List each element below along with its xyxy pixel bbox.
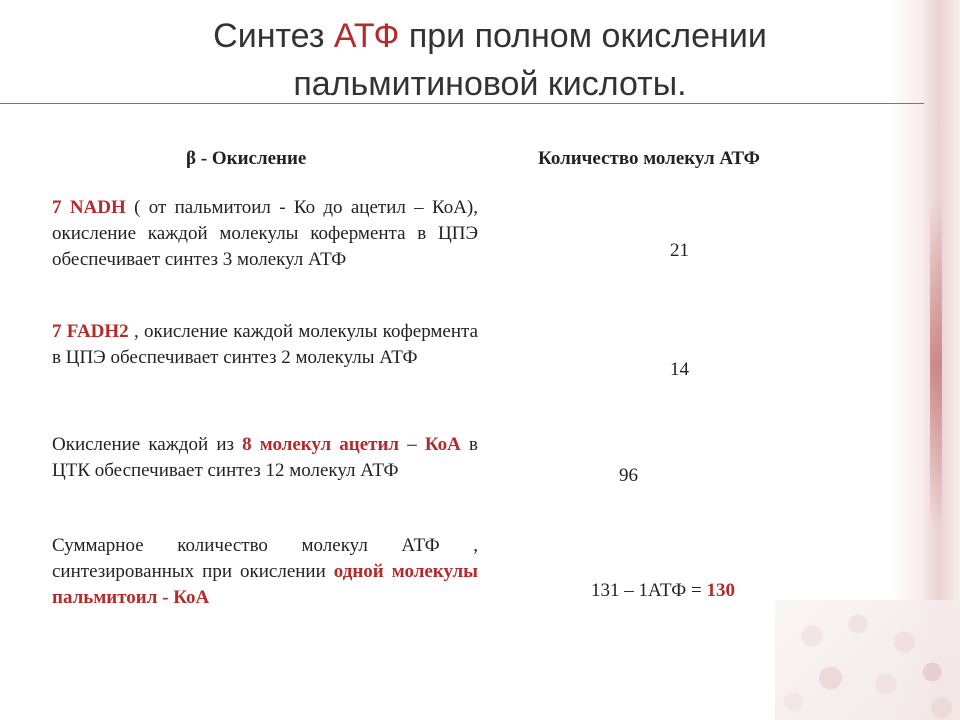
row-text: ( от пальмитоил - Ко до ацетил – КоА), окисление каждой молекулы кофермента в ЦПЭ обеспечивает синтез 3 молекул АТФ: [52, 197, 478, 270]
title-line-2: пальмитиновой кислоты.: [293, 65, 687, 103]
title-accent: АТФ: [333, 17, 400, 55]
table-row-fadh2: [52, 319, 478, 371]
title-part: при полном окислении: [399, 17, 767, 55]
table-row-acetyl-coa: [52, 432, 478, 484]
row-text: Окисление каждой из: [52, 434, 243, 455]
title-part: Синтез: [213, 17, 334, 55]
highlight-nadh: 7 NADH: [52, 197, 126, 218]
total-result: 130: [706, 580, 735, 601]
title-divider: [0, 103, 924, 104]
value-fadh2: 14: [670, 359, 689, 380]
row-text: , окисление каждой молекулы кофермента в ЦПЭ обеспечивает синтез 2 молекулы АТФ: [52, 321, 478, 368]
row-text: Суммарное количество молекул АТФ , синтезированных при окислении: [52, 535, 478, 582]
test-tubes-image: [775, 600, 960, 720]
total-expression: 131 – 1АТФ =: [591, 580, 707, 601]
value-nadh: 21: [670, 240, 689, 261]
column-header-oxidation: β - Окисление: [186, 148, 307, 169]
highlight-acetyl-coa: 8 молекул ацетил – КоА: [242, 434, 461, 455]
slide-title: [150, 12, 830, 108]
table-row-nadh: [52, 195, 478, 273]
highlight-palmitoyl-coa: одной молекулы пальмитоил - КоА: [52, 561, 478, 608]
table-row-total: [52, 533, 478, 611]
value-acetyl-coa: 96: [619, 465, 638, 486]
row-text: в ЦТК обеспечивает синтез 12 молекул АТФ: [52, 434, 478, 481]
column-header-atp-count: Количество молекул АТФ: [538, 148, 760, 169]
background-streak: [930, 200, 942, 530]
value-total: [591, 580, 735, 602]
highlight-fadh2: 7 FADH2: [52, 321, 129, 342]
